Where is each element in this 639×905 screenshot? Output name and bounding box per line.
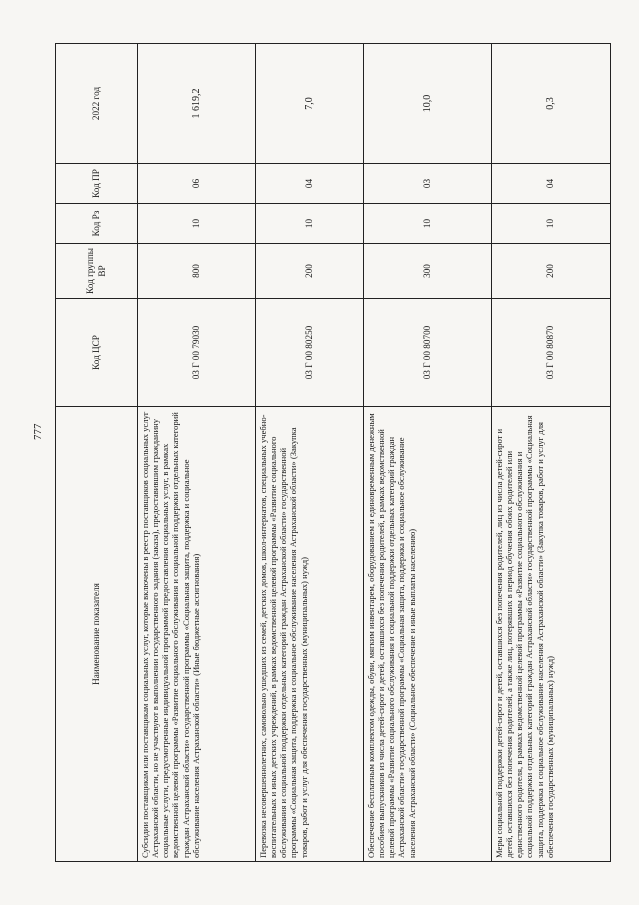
row-vr: 200	[492, 244, 611, 299]
table-header-row	[56, 44, 138, 862]
row-name: Обеспечение бесплатным комплектом одежды, обуви, мягким инвентарем, оборудованием и единовременным денежным пособием выпускников из числа детей-сирот и детей, оставшихся без попечения родителей, в рамках ведомственной целевой программы «Развитие социального обслуживания и социальной поддержки отдельных категорий граждан Астраханской области» государственной программы «Социальная защита, поддержка и социальное обслуживание населения Астраханской области» (Социальное обеспечение и иные выплаты населению)	[364, 407, 492, 862]
row-amount: 7,0	[256, 44, 364, 164]
header-csr: Код ЦСР	[56, 299, 138, 407]
row-pr: 06	[138, 164, 256, 204]
row-pr: 03	[364, 164, 492, 204]
row-amount: 10,0	[364, 44, 492, 164]
budget-table	[55, 43, 611, 862]
header-pr: Код ПР	[56, 164, 138, 204]
row-csr: 03 Г 00 80250	[256, 299, 364, 407]
header-amount: 2022 год	[56, 44, 138, 164]
row-vr: 300	[364, 244, 492, 299]
header-rz: Код Рз	[56, 204, 138, 244]
row-pr: 04	[256, 164, 364, 204]
row-amount: 0,3	[492, 44, 611, 164]
row-rz: 10	[138, 204, 256, 244]
row-csr: 03 Г 00 80870	[492, 299, 611, 407]
row-rz: 10	[364, 204, 492, 244]
row-amount: 1 619,2	[138, 44, 256, 164]
table-row	[138, 44, 256, 862]
row-rz: 10	[492, 204, 611, 244]
table-row	[364, 44, 492, 862]
header-vr: Код группы ВР	[56, 244, 138, 299]
row-pr: 04	[492, 164, 611, 204]
table-row	[492, 44, 611, 862]
row-rz: 10	[256, 204, 364, 244]
rotated-page-content	[55, 44, 610, 862]
header-name: Наименование показателя	[56, 407, 138, 862]
table-row	[256, 44, 364, 862]
row-vr: 800	[138, 244, 256, 299]
row-name: Перевозка несовершеннолетних, самовольно ушедших из семей, детских домов, школ-интернатов, специальных учебно-воспитательных и иных детских учреждений, в рамках ведомственной целевой программы «Развитие социального обслуживания и социальной поддержки отдельных категорий граждан Астраханской области» государственной программы «Социальная защита, поддержка и социальное обслуживание населения Астраханской области» (Закупка товаров, работ и услуг для обеспечения государственных (муниципальных) нужд)	[256, 407, 364, 862]
row-name: Меры социальной поддержки детей-сирот и детей, оставшихся без попечения родителей, лиц из числа детей-сирот и детей, оставшихся без попечения родителей, а также лиц, потерявших в период обучения обоих родителей или единственного родителя, в рамках ведомственной целевой программы «Развитие социального обслуживания и социальной поддержки отдельных категорий граждан Астраханской области» государственной программы «Социальная защита, поддержка и социальное обслуживание населения Астраханской области» (Закупка товаров, работ и услуг для обеспечения государственных (муниципальных) нужд)	[492, 407, 611, 862]
page-number: 777	[32, 423, 44, 440]
row-csr: 03 Г 00 79030	[138, 299, 256, 407]
row-name: Субсидии поставщикам или поставщикам социальных услуг, которые включены в реестр поставщиков социальных услуг Астраханской области, но не участвуют в выполнении государственного задания (заказа), предоставившим гражданину социальные услуги, предусмотренные индивидуальной программой предоставления социальных услуг, в рамках ведомственной целевой программы «Развитие социального обслуживания и социальной поддержки отдельных категорий граждан Астраханской области» государственной программы «Социальная защита, поддержка и социальное обслуживание населения Астраханской области» (Иные бюджетные ассигнования)	[138, 407, 256, 862]
row-vr: 200	[256, 244, 364, 299]
row-csr: 03 Г 00 80700	[364, 299, 492, 407]
